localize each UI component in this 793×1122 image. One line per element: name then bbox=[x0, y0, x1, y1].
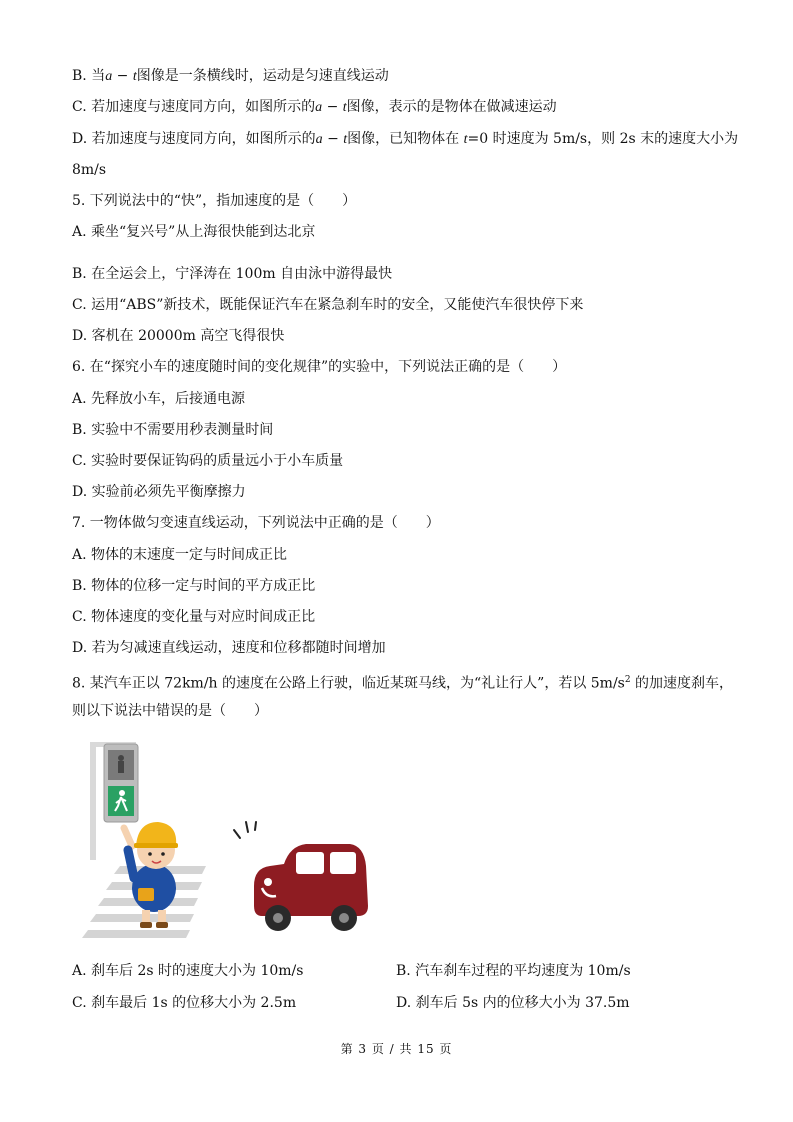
q7-option-d: D. 若为匀减速直线运动，速度和位移都随时间增加 bbox=[72, 640, 386, 656]
q6-option-b: B. 实验中不需要用秒表测量时间 bbox=[72, 422, 274, 438]
q6-stem: 6. 在“探究小车的速度随时间的变化规律”的实验中，下列说法正确的是（ ） bbox=[72, 359, 567, 375]
alert-marks bbox=[234, 822, 256, 838]
q5-stem: 5. 下列说法中的“快”，指加速度的是（ ） bbox=[72, 193, 357, 209]
page-footer: 第 3 页 / 共 15 页 bbox=[340, 1042, 453, 1056]
q8-stem: 8. 某汽车正以 72km/h 的速度在公路上行驶，临近某斑马线，为“礼让行人”，若以 $5m/s^2$ 的加速度刹车， bbox=[72, 675, 734, 692]
q7-option-a: A. 物体的末速度一定与时间成正比 bbox=[72, 547, 288, 563]
q4-option-d: D. 若加速度与速度同方向，如图所示的a − t图像，已知物体在 t=0 时速度为 5m/s，则 2s 末的速度大小为 bbox=[72, 131, 739, 147]
q6-option-c: C. 实验时要保证钩码的质量远小于小车质量 bbox=[72, 453, 344, 469]
signal-pole bbox=[90, 742, 96, 860]
car-illustration bbox=[254, 844, 368, 931]
q4-option-d-continued: 8m/s bbox=[72, 162, 107, 178]
q5-option-a: A. 乘坐“复兴号”从上海很快能到达北京 bbox=[72, 224, 316, 240]
q6-option-d: D. 实验前必须先平衡摩擦力 bbox=[72, 484, 246, 500]
q7-stem: 7. 一物体做匀变速直线运动，下列说法中正确的是（ ） bbox=[72, 515, 440, 531]
q8-stem-continued: 则以下说法中错误的是（ ） bbox=[72, 703, 268, 719]
q4-option-b: B. 当a − t图像是一条横线时，运动是匀速直线运动 bbox=[72, 68, 389, 84]
q8-option-a: A. 刹车后 2s 时的速度大小为 10m/s bbox=[72, 963, 304, 979]
q6-option-a: A. 先释放小车，后接通电源 bbox=[72, 391, 246, 407]
q8-option-c: C. 刹车最后 1s 的位移大小为 2.5m bbox=[72, 995, 297, 1011]
q4-option-c: C. 若加速度与速度同方向，如图所示的a − t图像，表示的是物体在做减速运动 bbox=[72, 99, 557, 115]
q7-option-c: C. 物体速度的变化量与对应时间成正比 bbox=[72, 609, 316, 625]
q5-option-c: C. 运用“ABS”新技术，既能保证汽车在紧急刹车时的安全，又能使汽车很快停下来 bbox=[72, 297, 584, 313]
q7-option-b: B. 物体的位移一定与时间的平方成正比 bbox=[72, 578, 316, 594]
q5-option-d: D. 客机在 20000m 高空飞得很快 bbox=[72, 328, 285, 344]
child-figure bbox=[124, 822, 178, 928]
q5-option-b: B. 在全运会上，宁泽涛在 100m 自由泳中游得最快 bbox=[72, 266, 393, 282]
q8-option-d: D. 刹车后 5s 内的位移大小为 37.5m bbox=[396, 995, 630, 1011]
q8-option-b: B. 汽车刹车过程的平均速度为 10m/s bbox=[396, 963, 631, 979]
crosswalk-illustration bbox=[78, 738, 378, 948]
